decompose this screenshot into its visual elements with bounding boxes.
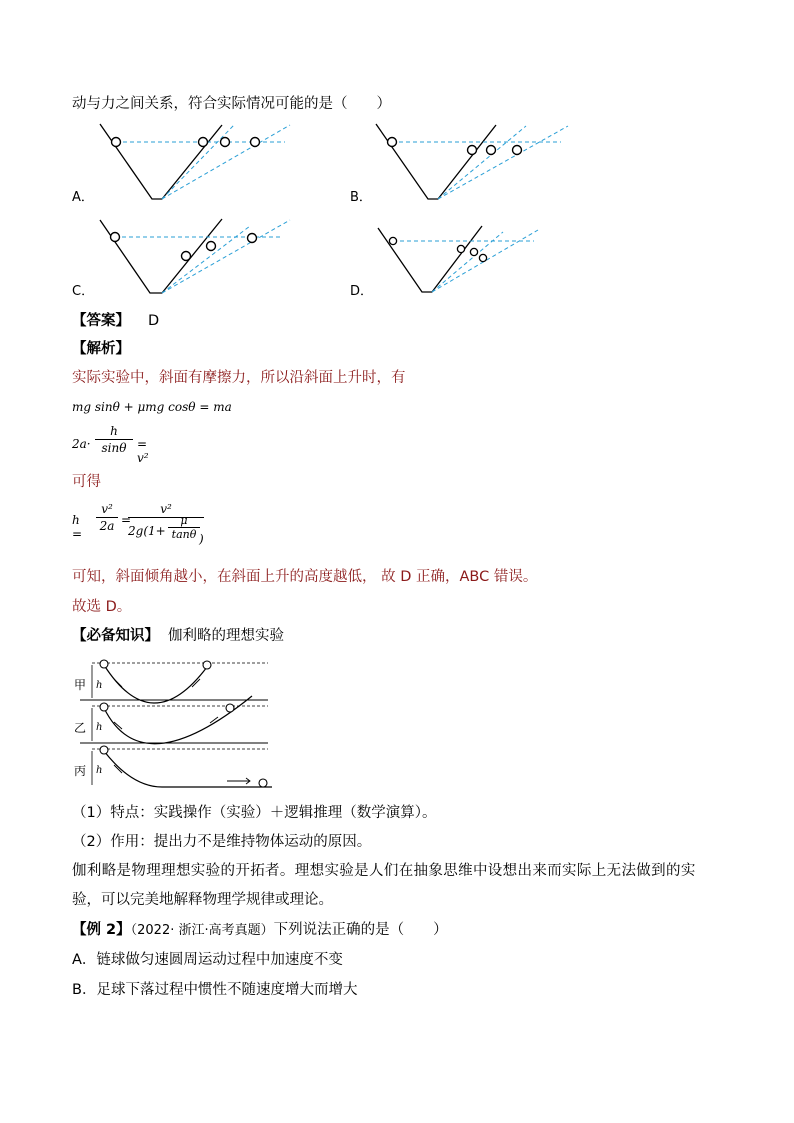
kede-text: 可得 [72, 474, 101, 490]
option-d-figure [378, 222, 578, 294]
choice-b[interactable]: B．足球下落过程中惯性不随速度增大而增大 [72, 982, 358, 998]
choice-a[interactable]: A．链球做匀速圆周运动过程中加速度不变 [72, 952, 343, 968]
example-question: 下列说法正确的是（ ） [273, 922, 448, 938]
label-bing: 丙 [74, 764, 87, 778]
conclusion: 可知，斜面倾角越小，在斜面上升的高度越低， 故 D 正确，ABC 错误。 [72, 569, 538, 585]
option-c-figure [100, 212, 300, 296]
option-c-label[interactable]: C． [72, 284, 95, 299]
eq3-frac2-num: v² [128, 502, 204, 518]
option-b-label[interactable]: B． [350, 190, 372, 205]
eq3-frac1-den: 2a [99, 519, 115, 533]
question-stem: 动与力之间关系，符合实际情况可能的是（ ） [72, 96, 391, 112]
option-d-label[interactable]: D． [350, 284, 374, 299]
eq2-rhs: = v² [137, 437, 149, 465]
eq3-frac1-num: v² [96, 502, 118, 518]
label-yi: 乙 [74, 721, 87, 735]
analysis-label: 【解析】 [72, 341, 130, 357]
paragraph-line-2: 验，可以完美地解释物理学规律或理论。 [72, 892, 333, 908]
example-label: 【例 2】 [72, 922, 131, 938]
label-h-jia: h [96, 680, 103, 691]
eq3-equals: = [121, 513, 132, 527]
example-source: （2022· 浙江·高考真题） [130, 923, 274, 938]
choose-d: 故选 D。 [72, 599, 132, 615]
option-b-figure [376, 118, 576, 202]
label-h-bing: h [96, 765, 103, 776]
label-jia: 甲 [74, 678, 87, 692]
option-a-label[interactable]: A． [72, 190, 94, 205]
eq2-numerator: h [95, 424, 133, 440]
eq3-frac2-den-a: 2g(1+ [128, 524, 166, 538]
label-h-yi: h [96, 722, 103, 733]
eq3-mu: μ [168, 514, 200, 528]
eq3-close: ) [199, 532, 204, 546]
example-2 [72, 920, 448, 941]
eq3-lhs: h = [72, 513, 83, 541]
eq3-tan: tanθ [171, 528, 197, 541]
answer-label: 【答案】 [72, 313, 130, 329]
eq2-denominator: sinθ [101, 441, 127, 455]
eq2-prefix: 2a· [72, 437, 91, 451]
knowledge-title: 伽利略的理想实验 [168, 628, 284, 644]
paragraph-line-1: 伽利略是物理理想实验的开拓者。理想实验是人们在抽象思维中设想出来而实际上无法做到的实 [72, 863, 696, 879]
knowledge-label: 【必备知识】 [72, 628, 159, 644]
point-2: （2）作用：提出力不是维持物体运动的原因。 [72, 834, 372, 850]
analysis-line-1: 实际实验中，斜面有摩擦力，所以沿斜面上升时，有 [72, 370, 406, 386]
answer-value: D [148, 313, 160, 329]
equation-1: mg sinθ + μmg cosθ = ma [72, 400, 232, 414]
point-1: （1）特点：实践操作（实验）＋逻辑推理（数学演算）。 [72, 805, 437, 821]
option-a-figure [100, 118, 300, 202]
